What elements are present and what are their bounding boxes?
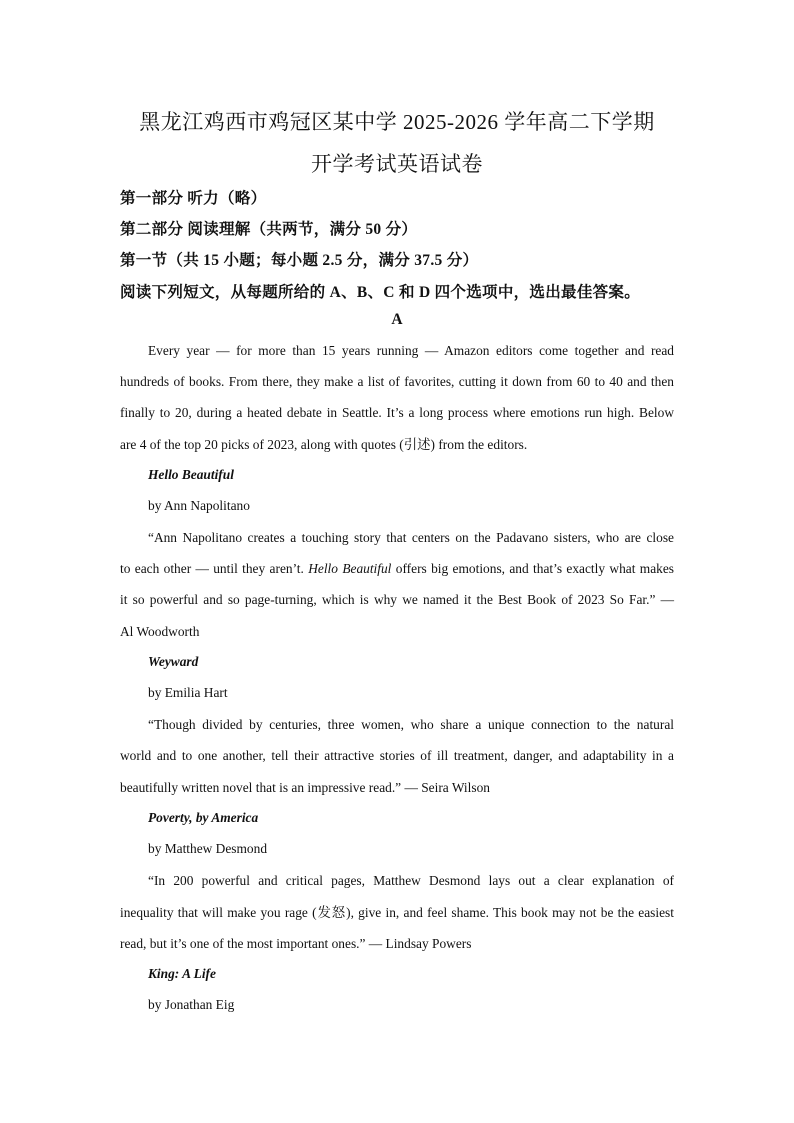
reading-instruction: 阅读下列短文，从每题所给的 A、B、C 和 D 四个选项中，选出最佳答案。 (120, 284, 641, 301)
intro-line: are 4 of the top 20 picks of 2023, along with quotes (引述) from the editors. (120, 437, 528, 452)
review-line-mixed (120, 560, 674, 578)
intro-line: hundreds of books. From there, they make a list of favorites, cutting it down from 60 to 40 and then (120, 374, 674, 389)
book-author: by Jonathan Eig (148, 997, 235, 1012)
review-text: to each other — until they aren’t. (120, 561, 309, 576)
section-one-heading: 第一节（共 15 小题；每小题 2.5 分，满分 37.5 分） (120, 252, 479, 269)
review-line: it so powerful and so page-turning, which is why we named it the Best Book of 2023 So Far.” — (120, 592, 674, 607)
book-title: Weyward (148, 654, 199, 669)
book-title: Hello Beautiful (148, 467, 234, 482)
document-title-line-1: 黑龙江鸡西市鸡冠区某中学 2025-2026 学年高二下学期 (139, 110, 655, 134)
review-line: “Though divided by centuries, three women, who share a unique connection to the natural (148, 717, 674, 732)
review-text: offers big emotions, and that’s exactly what makes (391, 561, 674, 576)
book-author: by Ann Napolitano (148, 498, 250, 513)
inline-book-title: Hello Beautiful (308, 561, 392, 576)
part-two-heading: 第二部分 阅读理解（共两节，满分 50 分） (120, 221, 418, 238)
part-one-heading: 第一部分 听力（略） (120, 190, 267, 207)
book-author: by Emilia Hart (148, 685, 228, 700)
book-title: Poverty, by America (148, 810, 259, 825)
review-line: “Ann Napolitano creates a touching story that centers on the Padavano sisters, who are close (148, 530, 674, 545)
book-author: by Matthew Desmond (148, 841, 268, 856)
review-line: world and to one another, tell their attractive stories of ill treatment, danger, and adaptability in a (120, 748, 674, 763)
review-line: “In 200 powerful and critical pages, Matthew Desmond lays out a clear explanation of (148, 873, 674, 888)
intro-line: Every year — for more than 15 years running — Amazon editors come together and read (148, 343, 674, 358)
review-line: read, but it’s one of the most important ones.” — Lindsay Powers (120, 936, 472, 951)
book-title: King: A Life (148, 966, 216, 981)
intro-line: finally to 20, during a heated debate in Seattle. It’s a long process where emotions run high. Below (120, 405, 674, 420)
review-line: inequality that will make you rage (发怒), give in, and feel shame. This book may not be the easiest (120, 905, 674, 920)
passage-label: A (391, 311, 403, 328)
review-line: beautifully written novel that is an impressive read.” — Seira Wilson (120, 780, 490, 795)
document-title-line-2: 开学考试英语试卷 (311, 152, 483, 176)
review-attribution: Al Woodworth (120, 624, 200, 639)
